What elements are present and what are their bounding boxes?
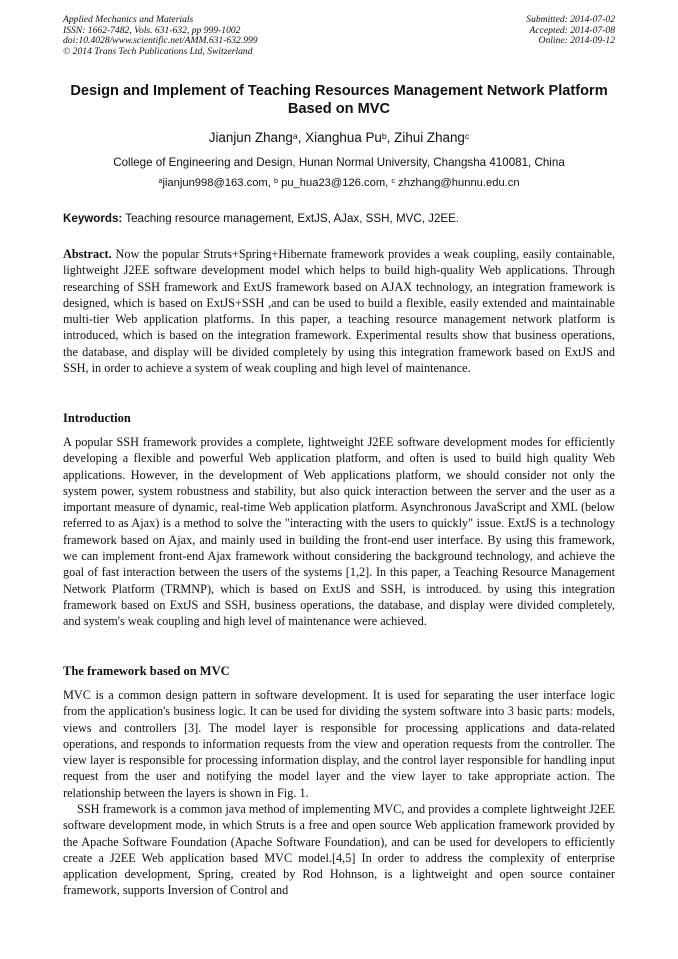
journal-issn: ISSN: 1662-7482, Vols. 631-632, pp 999-1002: [63, 24, 241, 36]
introduction-paragraph: A popular SSH framework provides a complete, lightweight J2EE software development modes for efficiently developing a flexible and powerful Web application platform, and often is used to build high quality Web applications. However, in the development of Web applications platform, we should consider not only the system power, system robustness and stability, but also quick interaction between the server and the user as a important measure of dynamic, real-time Web application platform. Asynchronous JavaScript and XML (below referred to as Ajax) is a method to solve the "interacting with the users to quickly" issue. ExtJS is a technology framework based on Ajax, and mainly used in building the front-end user interface. By using this framework, we can implement front-end Ajax framework without considering the background technology, and achieve the goal of fast interaction between the users of the systems [1,2]. In this paper, a Teaching Resource Management Network Platform (TRMNP), which is based on ExtJS and SSH, is introduced. by using this integration framework based on ExtJS and SSH, business operations, the database, and display were divided completely, and system's weak coupling and high level of maintenance were achieved.: [63, 435, 615, 629]
accepted-date: Accepted: 2014-07-08: [529, 24, 615, 36]
email-mark: c: [391, 176, 396, 185]
author-name: Zihui Zhang: [394, 130, 465, 145]
abstract-label: Abstract.: [63, 247, 112, 261]
author-mark: c: [464, 131, 470, 141]
journal-copyright: © 2014 Trans Tech Publications Ltd, Switzerland: [63, 45, 253, 57]
mvc-paragraph-1: MVC is a common design pattern in software development. It is used for separating the user interface logic from the application's business logic. It can be used for dividing the system software into 3 basic parts: models, views and controllers [3]. The model layer is responsible for processing applications and data-related operations, and responds to information requests from the view and operation requests from the controller. The view layer is responsible for processing information display, and the control layer responsible for handling input request from the user and notifying the model layer and the view layer to take appropriate action. The relationship between the layers is shown in Fig. 1.: [63, 688, 615, 800]
author-mark: a: [292, 131, 298, 141]
email-address: zhzhang@hunnu.edu.cn: [398, 177, 520, 189]
author-name: Jianjun Zhang: [208, 130, 293, 145]
email-mark: a: [158, 176, 163, 185]
keywords-label: Keywords:: [63, 212, 123, 225]
journal-info: [63, 15, 363, 57]
paper-title: Design and Implement of Teaching Resources Management Network Platform Based on MVC: [70, 83, 608, 117]
keywords: [63, 212, 615, 226]
email-address: jianjun998@163.com: [162, 177, 268, 189]
mvc-paragraph-2: SSH framework is a common java method of implementing MVC, and provides a complete lightweight J2EE software development mode, in which Struts is a free and open source Web application framework provided by the Apache Software Foundation (Apache Software Foundation), and can be used for developers to efficiently create a J2EE Web application based MVC model.[4,5] In order to address the complexity of enterprise application development, Spring, created by Rod Hohnson, is a lightweight and open source container framework, supports Inversion of Control and: [63, 802, 615, 898]
publication-dates: [395, 15, 615, 47]
submitted-date: Submitted: 2014-07-02: [526, 14, 615, 25]
author-mark: b: [381, 131, 387, 141]
abstract: [63, 246, 615, 376]
email-mark: b: [273, 176, 278, 185]
abstract-text: Now the popular Struts+Spring+Hibernate framework provides a weak coupling, easily containable, lightweight J2EE software development model which helps to build high-quality Web applications. Through researching of SSH framework and ExtJS framework based on AJAX technology, an integration framework is designed, which is based on ExtJS+SSH ,and can be used to build a flexible, easily extended and maintainable multi-tier Web application platforms. In this paper, a teaching resource management network platform is introduced, which is based on the integration framework. Experimental results show that business operations, the database, and display will be divided completely by using this integration framework based on ExtJS and SSH, in order to achieve a system of weak coupling and high level of maintenance.: [63, 247, 615, 376]
journal-doi: doi:10.4028/www.scientific.net/AMM.631-632.999: [63, 35, 258, 47]
keywords-text: Teaching resource management, ExtJS, AJax, SSH, MVC, J2EE.: [122, 212, 460, 225]
email-address: pu_hua23@126.com: [281, 177, 386, 189]
affiliation: College of Engineering and Design, Hunan Normal University, Changsha 410081, China: [113, 156, 565, 169]
email-list: $^a$jianjun998@163.com, $^b$ pu_hua23@126.com, $^c$ zhzhang@hunnu.edu.cn: [158, 176, 520, 189]
online-date: Online: 2014-09-12: [538, 35, 615, 47]
author-name: Xianghua Pu: [305, 130, 382, 145]
section-heading-introduction: Introduction: [63, 411, 131, 425]
author-list: Jianjun Zhang$^a$, Xianghua Pu$^b$, Zihui Zhang$^c$: [208, 130, 470, 145]
section-heading-mvc: The framework based on MVC: [63, 664, 230, 678]
journal-name: Applied Mechanics and Materials: [63, 14, 194, 25]
